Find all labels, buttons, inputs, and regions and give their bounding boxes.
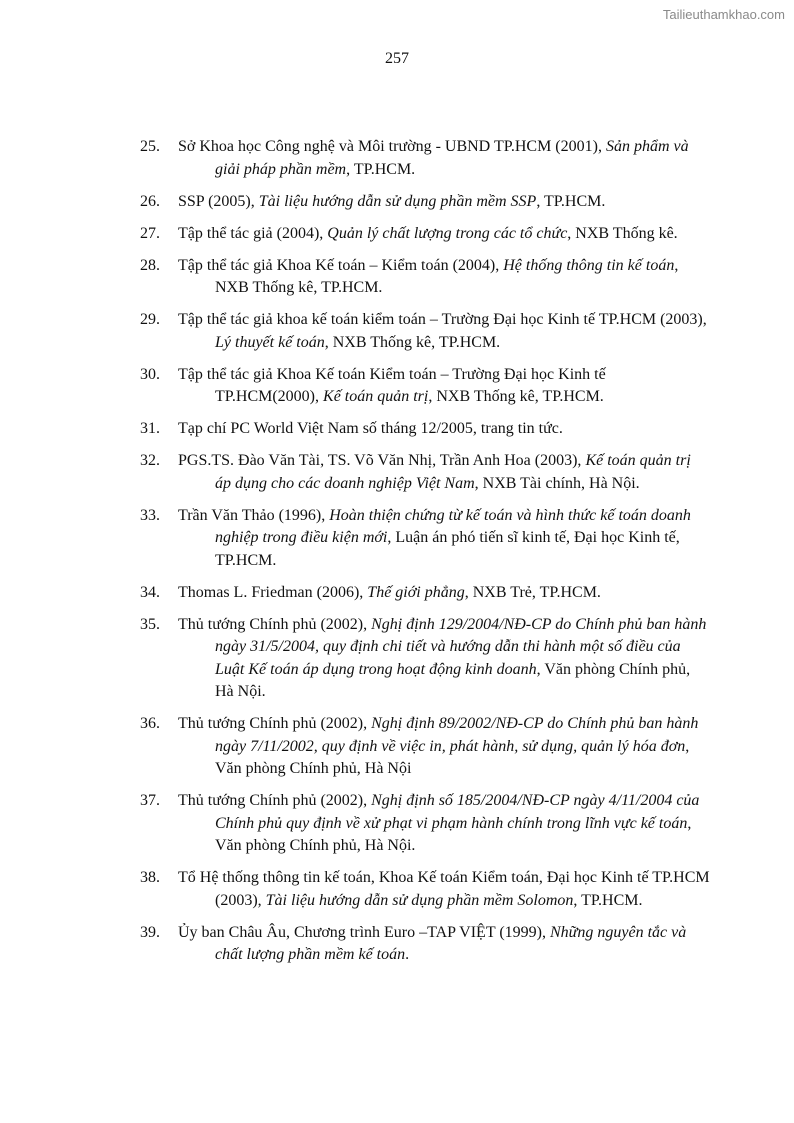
reference-publisher: , Luận án phó tiến sĩ kinh tế, Đại học Kinh tế, TP.HCM. [215,529,680,569]
reference-title: Kế toán quản trị [323,388,429,405]
reference-publisher: , TP.HCM. [346,160,416,178]
reference-item [140,867,710,912]
reference-number: 25. [140,138,160,155]
reference-item [140,582,710,605]
reference-text: Ủy ban Châu Âu, Chương trình Euro –TAP VIỆT (1999), [178,923,550,941]
reference-publisher: , NXB Trẻ, TP.HCM. [464,583,601,601]
reference-text: Thủ tướng Chính phủ (2002), [178,715,372,732]
reference-text: Tạp chí PC World Việt Nam số tháng 12/2005, trang tin tức. [178,420,563,437]
reference-title: Kế toán quản trị áp dụng cho các doanh nghiệp Việt Nam [215,452,691,492]
reference-list [140,136,710,976]
reference-title: Tài liệu hướng dẫn sử dụng phần mềm Solomon [265,891,574,909]
reference-number: 28. [140,256,160,274]
page-number: 257 [385,50,409,67]
reference-publisher: , NXB Tài chính, Hà Nội. [474,474,640,492]
reference-title: Thế giới phẳng [367,583,465,601]
reference-publisher: , NXB Thống kê, TP.HCM. [428,388,604,405]
reference-item [140,255,710,300]
reference-text: Thomas L. Friedman (2006), [178,583,368,601]
reference-text: Trần Văn Thảo (1996), [178,506,330,524]
reference-title: Hoàn thiện chứng từ kế toán và hình thức kế toán doanh nghiệp trong điều kiện mới [215,506,691,546]
reference-number: 29. [140,311,160,328]
reference-number: 33. [140,506,160,524]
reference-text: Tập thể tác giả (2004), [178,224,328,242]
reference-publisher: . [405,946,410,963]
reference-text: Sở Khoa học Công nghệ và Môi trường - UBND TP.HCM (2001), [178,138,606,155]
reference-number: 32. [140,452,160,469]
reference-number: 36. [140,715,160,732]
reference-number: 26. [140,192,160,210]
reference-title: Nghị định số 185/2004/NĐ-CP ngày 4/11/2004 của Chính phủ quy định về xử phạt vi phạm hành chính trong lĩnh vực kế toán [215,792,700,832]
reference-text: Tập thể tác giả Khoa Kế toán Kiểm toán – Trường Đại học Kinh tế TP.HCM(2000), [178,365,606,405]
reference-text: SSP (2005), [178,192,259,210]
reference-number: 27. [140,224,160,242]
reference-item [140,309,710,354]
reference-number: 35. [140,615,160,633]
reference-title: Quản lý chất lượng trong các tổ chức [327,224,568,242]
reference-item [140,713,710,781]
reference-title: Tài liệu hướng dẫn sử dụng phần mềm SSP [258,192,537,210]
reference-publisher: , TP.HCM. [573,891,643,909]
reference-text: Tập thể tác giả Khoa Kế toán – Kiểm toán (2004), [178,256,504,274]
reference-text: Tổ Hệ thống thông tin kế toán, Khoa Kế toán Kiểm toán, Đại học Kinh tế TP.HCM (2003), [178,869,710,909]
reference-title: Sản phẩm và giải pháp phần mềm [215,138,689,178]
reference-publisher: , Văn phòng Chính phủ, Hà Nội. [215,814,692,854]
reference-text: Tập thể tác giả khoa kế toán kiểm toán – Trường Đại học Kinh tế TP.HCM (2003), [178,311,707,328]
reference-title: Hệ thống thông tin kế toán [503,256,675,274]
reference-publisher: , Văn phòng Chính phủ, Hà Nội. [215,660,691,700]
reference-title: Nghị định 89/2002/NĐ-CP do Chính phủ ban hành ngày 7/11/2002, quy định về việc in, phát hành, sử dụng, quản lý hóa đơn [215,715,699,755]
reference-publisher: , NXB Thống kê. [567,224,678,242]
reference-item [140,418,710,441]
reference-item [140,450,710,495]
reference-number: 31. [140,420,160,437]
reference-number: 34. [140,583,160,601]
reference-title: Lý thuyết kế toán [215,333,325,351]
watermark: Tailieuthamkhao.com [662,7,785,22]
reference-title: Nghị định 129/2004/NĐ-CP do Chính phủ ban hành ngày 31/5/2004, quy định chi tiết và hướng dẫn thi hành một số điều của Luật Kế toán áp dụng trong hoạt động kinh doanh [215,615,707,678]
reference-item [140,136,710,181]
reference-text: PGS.TS. Đào Văn Tài, TS. Võ Văn Nhị, Trần Anh Hoa (2003), [178,452,586,469]
reference-item [140,223,710,246]
reference-publisher: , NXB Thống kê, TP.HCM. [324,333,501,351]
reference-publisher: , Văn phòng Chính phủ, Hà Nội [215,737,690,777]
reference-item [140,505,710,573]
reference-item [140,790,710,858]
reference-number: 38. [140,869,160,886]
reference-item [140,191,710,214]
reference-number: 39. [140,923,160,941]
reference-text: Thủ tướng Chính phủ (2002), [178,615,372,633]
reference-title: Những nguyên tắc và chất lượng phần mềm kế toán [215,923,687,963]
reference-number: 37. [140,792,160,809]
reference-text: Thủ tướng Chính phủ (2002), [178,792,372,809]
reference-item [140,614,710,704]
reference-item [140,364,710,409]
reference-publisher: , TP.HCM. [536,192,606,210]
reference-number: 30. [140,365,160,383]
reference-publisher: , NXB Thống kê, TP.HCM. [215,256,679,296]
reference-item [140,922,710,967]
